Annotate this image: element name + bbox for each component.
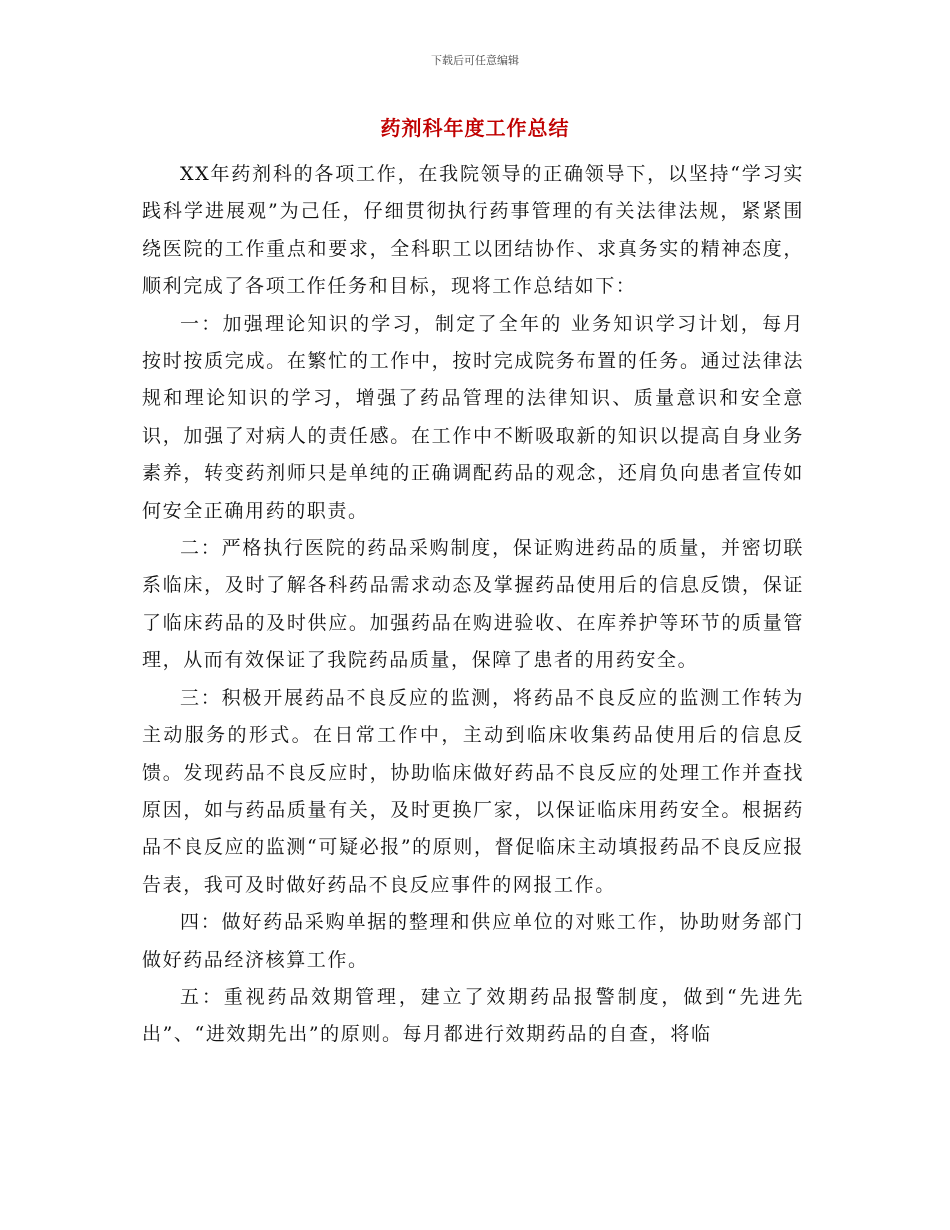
document-body — [142, 156, 804, 1054]
paragraph-item-2: 二：严格执行医院的药品采购制度，保证购进药品的质量，并密切联系临床，及时了解各科药品需求动态及掌握药品使用后的信息反馈，保证了临床药品的及时供应。加强药品在购进验收、在库养护等环节的质量管理，从而有效保证了我院药品质量，保障了患者的用药安全。 — [142, 537, 804, 672]
paragraph-item-4: 四：做好药品采购单据的整理和供应单位的对账工作，协助财务部门做好药品经济核算工作。 — [142, 911, 804, 971]
paragraph-item-3: 三：积极开展药品不良反应的监测，将药品不良反应的监测工作转为主动服务的形式。在日常工作中，主动到临床收集药品使用后的信息反馈。发现药品不良反应时，协助临床做好药品不良反应的处理工作并查找原因，如与药品质量有关，及时更换厂家，以保证临床用药安全。根据药品不良反应的监测“可疑必报”的原则，督促临床主动填报药品不良反应报告表，我可及时做好药品不良反应事件的网报工作。 — [142, 686, 804, 896]
document-title: 药剂科年度工作总结 — [380, 116, 570, 140]
header-note: 下载后可任意编辑 — [431, 54, 519, 67]
paragraph-item-5: 五：重视药品效期管理，建立了效期药品报警制度，做到“先进先出”、“进效期先出”的原则。每月都进行效期药品的自查，将临 — [142, 985, 804, 1046]
paragraph-item-1: 一：加强理论知识的学习，制定了全年的 业务知识学习计划，每月按时按质完成。在繁忙的工作中，按时完成院务布置的任务。通过法律法规和理论知识的学习，增强了药品管理的法律知识、质量意识和安全意识，加强了对病人的责任感。在工作中不断吸取新的知识以提高自身业务素养，转变药剂师只是单纯的正确调配药品的观念，还肩负向患者宣传如何安全正确用药的职责。 — [142, 312, 804, 522]
paragraph-intro: XX年药剂科的各项工作，在我院领导的正确领导下，以坚持“学习实践科学进展观”为己任，仔细贯彻执行药事管理的有关法律法规，紧紧围绕医院的工作重点和要求，全科职工以团结协作、求真务实的精神态度，顺利完成了各项工作任务和目标，现将工作总结如下： — [142, 163, 804, 298]
